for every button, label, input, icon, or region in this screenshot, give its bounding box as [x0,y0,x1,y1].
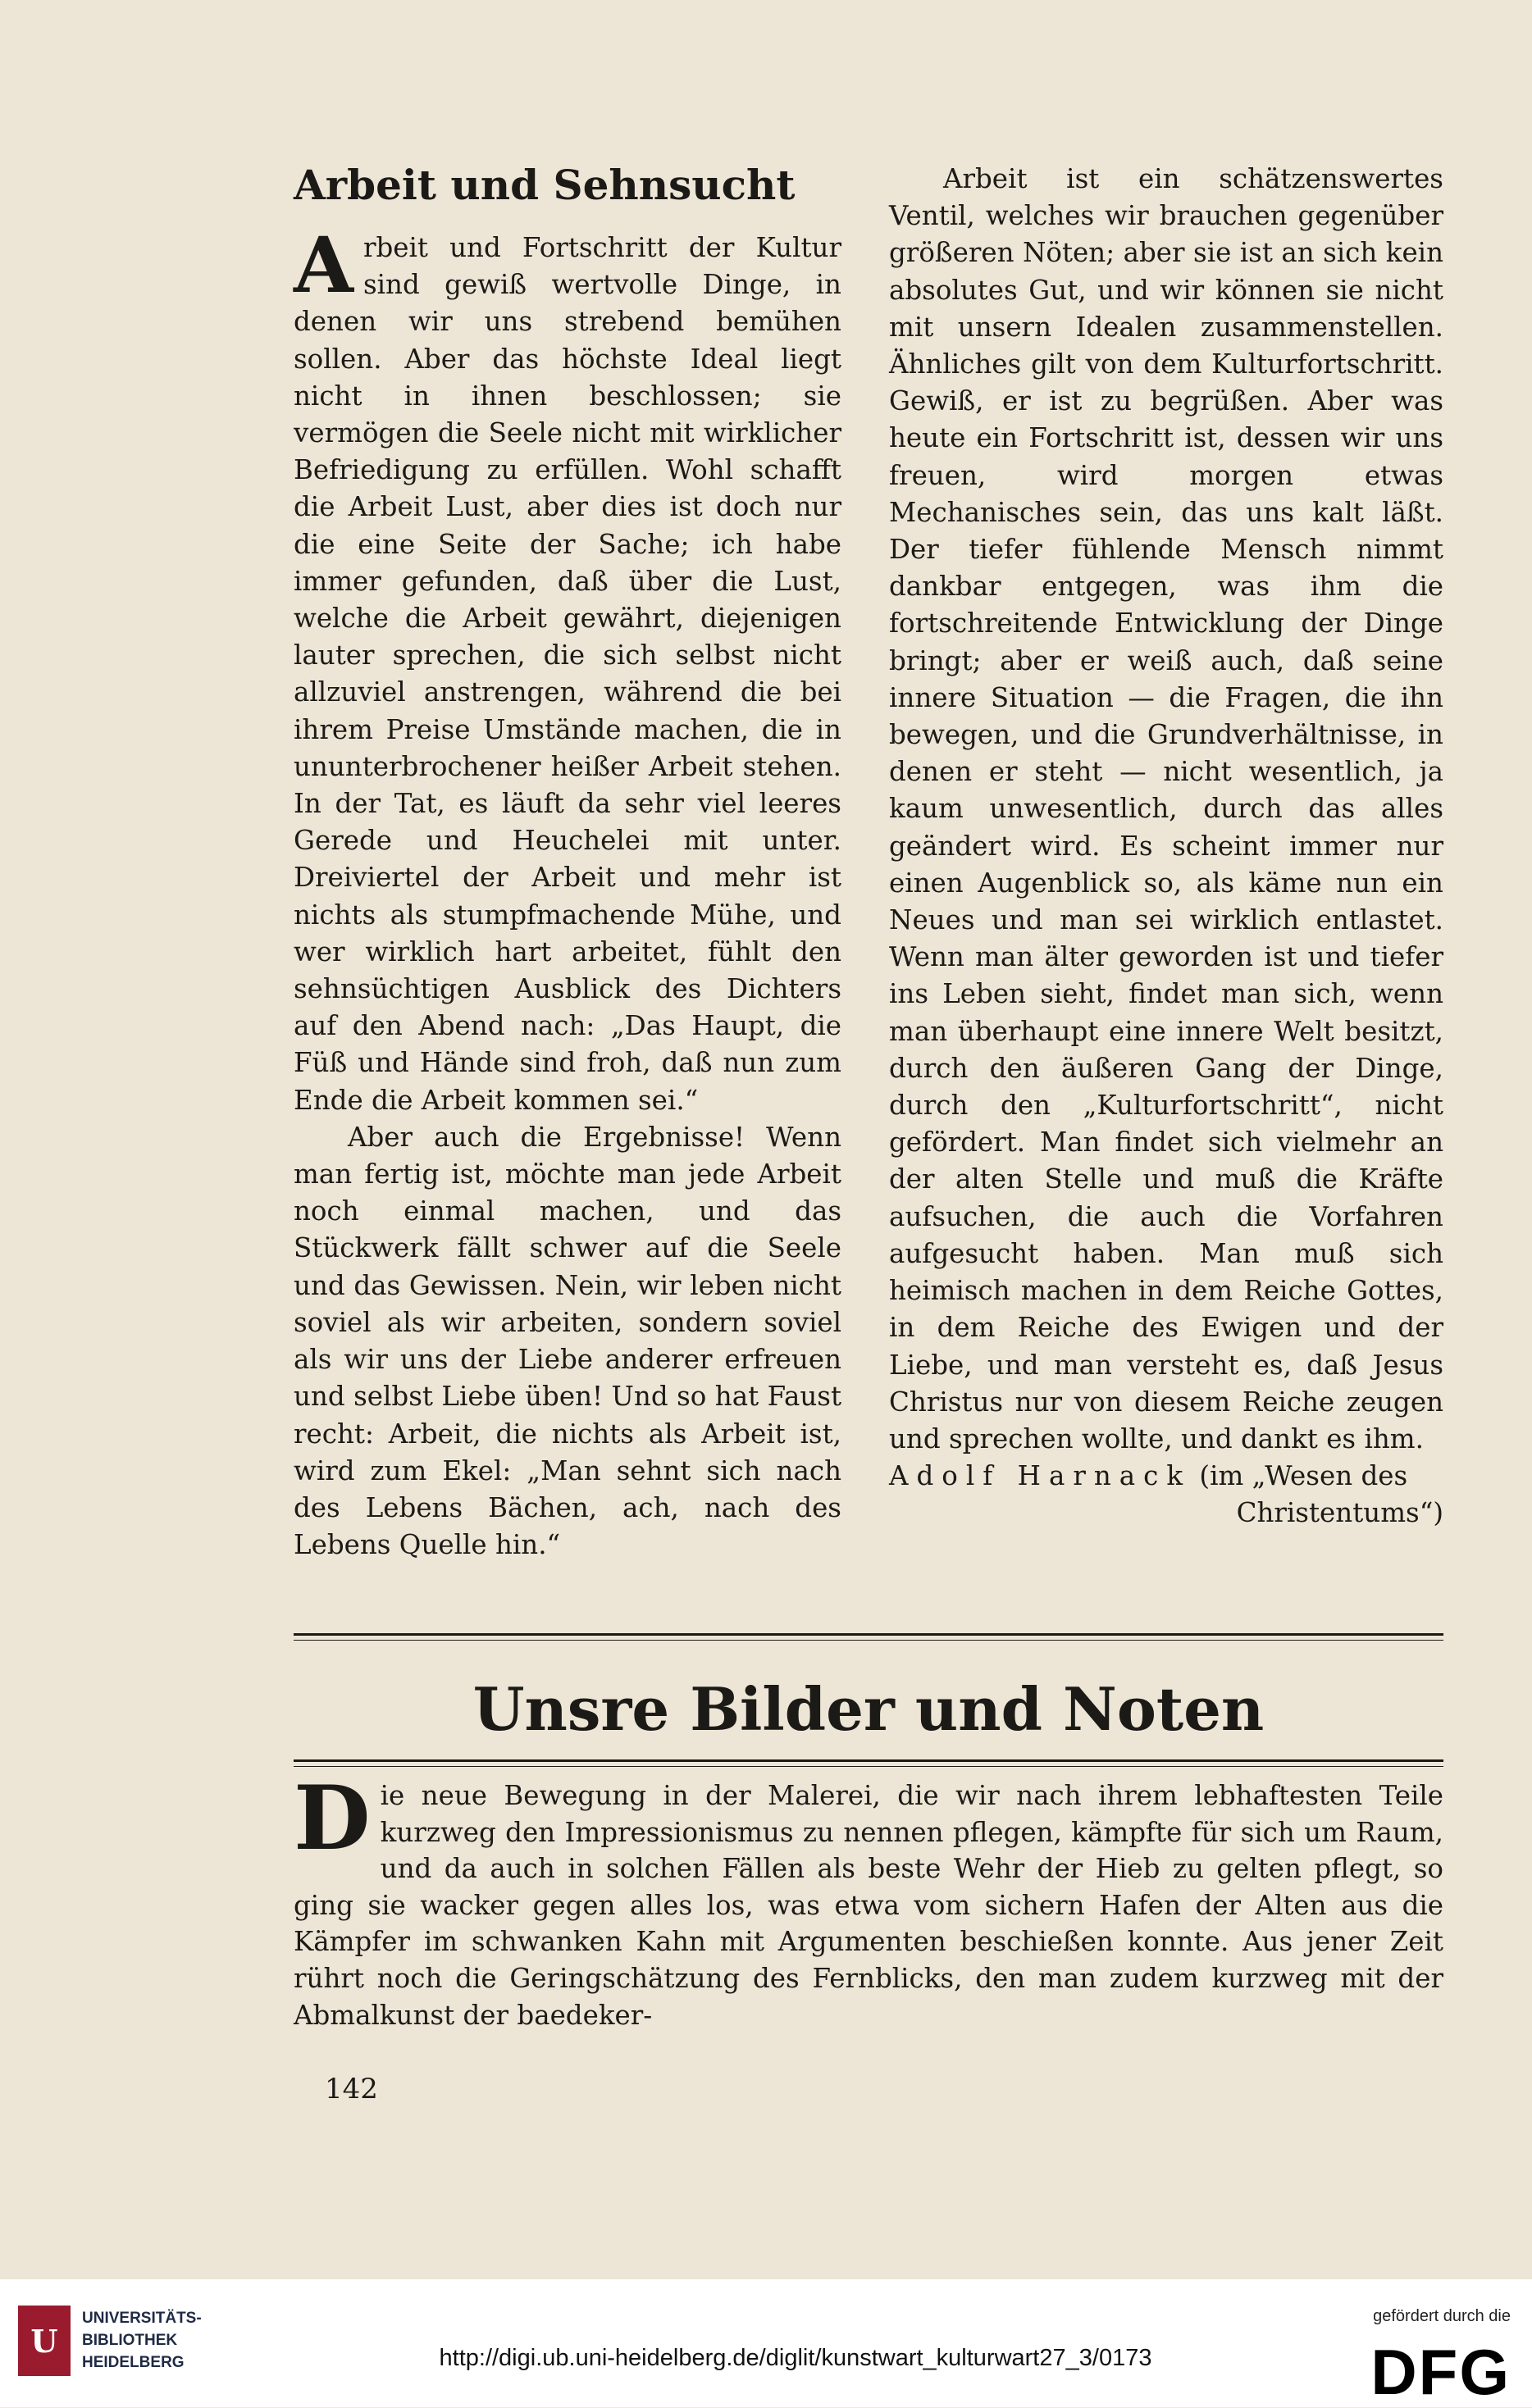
paragraph: Aber auch die Ergebnisse! Wenn man fertig ist, möchte man jede Arbeit noch einmal machen, und das Stückwerk fällt schwer auf die Seele und das Gewissen. Nein, wir leben nicht soviel als wir arbeiten, sondern soviel als wir uns der Liebe anderer erfreuen und selbst Liebe üben! Und so hat Faust recht: Arbeit, die nichts als Arbeit ist, wird zum Ekel: „Man sehnt sich nach des Lebens Bächen, ach, nach des Lebens Quelle hin.“ [294,1121,841,1561]
university-logo-icon: U [18,2306,71,2376]
paragraph [294,1767,1443,2033]
institution-line: UNIVERSITÄTS- [82,2310,202,2327]
institution-name [82,2307,202,2374]
funded-by-label: gefördert durch die [1373,2307,1511,2325]
source-url-link[interactable]: http://digi.ub.uni-heidelberg.de/diglit/kunstwart_kulturwart27_3/0173 [439,2345,1152,2371]
right-column [889,161,1443,1532]
attribution-source-line2: Christentums“) [1236,1497,1443,1529]
page-number: 142 [325,2073,378,2105]
paragraph: Arbeit ist ein schätzenswertes Ventil, welches wir brauchen gegenüber größeren Nöten; aber sie ist an sich kein absolutes Gut, und wir können sie nicht mit unsern Idealen zusammenstellen. Ähnliches gilt von dem Kulturfortschritt. Gewiß, er ist zu begrüßen. Aber was heute ein Fortschritt ist, dessen wir uns freuen, wird morgen etwas Mechanisches sein, das uns kalt läßt. Der tiefer fühlende Mensch nimmt dankbar entgegen, was ihm die fortschreitende Entwicklung der Dinge bringt; aber er weiß auch, daß seine innere Situation — die Fragen, die ihn bewegen, und die Grundverhältnisse, in denen er steht — nicht wesentlich, ja kaum unwesentlich, durch das alles geändert wird. Es scheint immer nur einen Augenblick so, als käme nun ein Neues und man sei wirklich entlastet. Wenn man älter geworden ist und tiefer ins Leben sieht, findet man sich, wenn man überhaupt eine innere Welt besitzt, durch den äußeren Gang der Dinge, durch den „Kulturfortschritt“, nicht gefördert. Man findet sich vielmehr an der alten Stelle und muß die Kräfte aufsuchen, die auch die Vorfahren aufgesucht haben. Man muß sich heimisch machen in dem Reiche Gottes, in dem Reiche des Ewigen und der Liebe, und man versteht es, daß Jesus Christus nur von diesem Reiche zeugen und sprechen wollte, und dankt es ihm. [889,163,1443,1454]
drop-cap: A [294,221,353,311]
left-column [294,221,841,1564]
paragraph-text: rbeit und Fortschritt der Kultur sind gewiß wertvolle Dinge, in denen wir uns strebend bemühen sollen. Aber das höchste Ideal liegt nicht in ihnen beschlossen; sie vermögen die Seele nicht mit wirklicher Befriedigung zu erfüllen. Wohl schafft die Arbeit Lust, aber dies ist doch nur die eine Seite der Sache; ich habe immer gefunden, daß über die Lust, welche die Arbeit gewährt, diejenigen lauter sprechen, die sich selbst nicht allzuviel anstrengen, während die bei ihrem Preise Umstände machen, die in ununterbrochener heißer Arbeit stehen. In der Tat, es läuft da sehr viel leeres Gerede und Heuchelei mit unter. Dreiviertel der Arbeit und mehr ist nichts als stumpfmachende Mühe, und wer wirklich hart arbeitet, fühlt den sehnsüchtigen Ausblick des Dichters auf den Abend nach: „Das Haupt, die Füß und Hände sind froh, daß nun zum Ende die Arbeit kommen sei.“ [294,232,841,1116]
section-title: Unsre Bilder und Noten [472,1674,1265,1744]
attribution-author: Adolf Harnack [889,1460,1192,1492]
paragraph [294,221,841,1119]
section-body [294,1767,1443,2033]
footer-bar [0,2279,1532,2407]
paragraph-text: ie neue Bewegung in der Malerei, die wir nach ihrem lebhaftesten Teile kurzweg den Impressionismus zu nennen pflegen, kämpfte für sich um Raum, und da auch in solchen Fällen als beste Wehr der Hieb zu gelten pflegt, so ging sie wacker gegen alles los, was etwa vom sichern Hafen der Alten aus die Kämpfer im schwanken Kahn mit Argumenten beschießen konnte. Aus jener Zeit rührt noch die Geringschätzung des Fernblicks, den man zudem kurzweg mit der Abmalkunst der baedeker- [294,1780,1443,2031]
section-divider-thin [294,1766,1443,1767]
institution-line: HEIDELBERG [82,2354,185,2371]
section-divider [294,1633,1443,1636]
section-divider-thin [294,1640,1443,1641]
attribution [889,1458,1443,1495]
institution-line: BIBLIOTHEK [82,2332,178,2349]
dfg-logo: DFG [1370,2336,1511,2408]
attribution-source: (im „Wesen des [1199,1460,1408,1492]
section-divider [294,1759,1443,1762]
article-title: Arbeit und Sehnsucht [294,161,796,209]
drop-cap: D [294,1767,371,1870]
